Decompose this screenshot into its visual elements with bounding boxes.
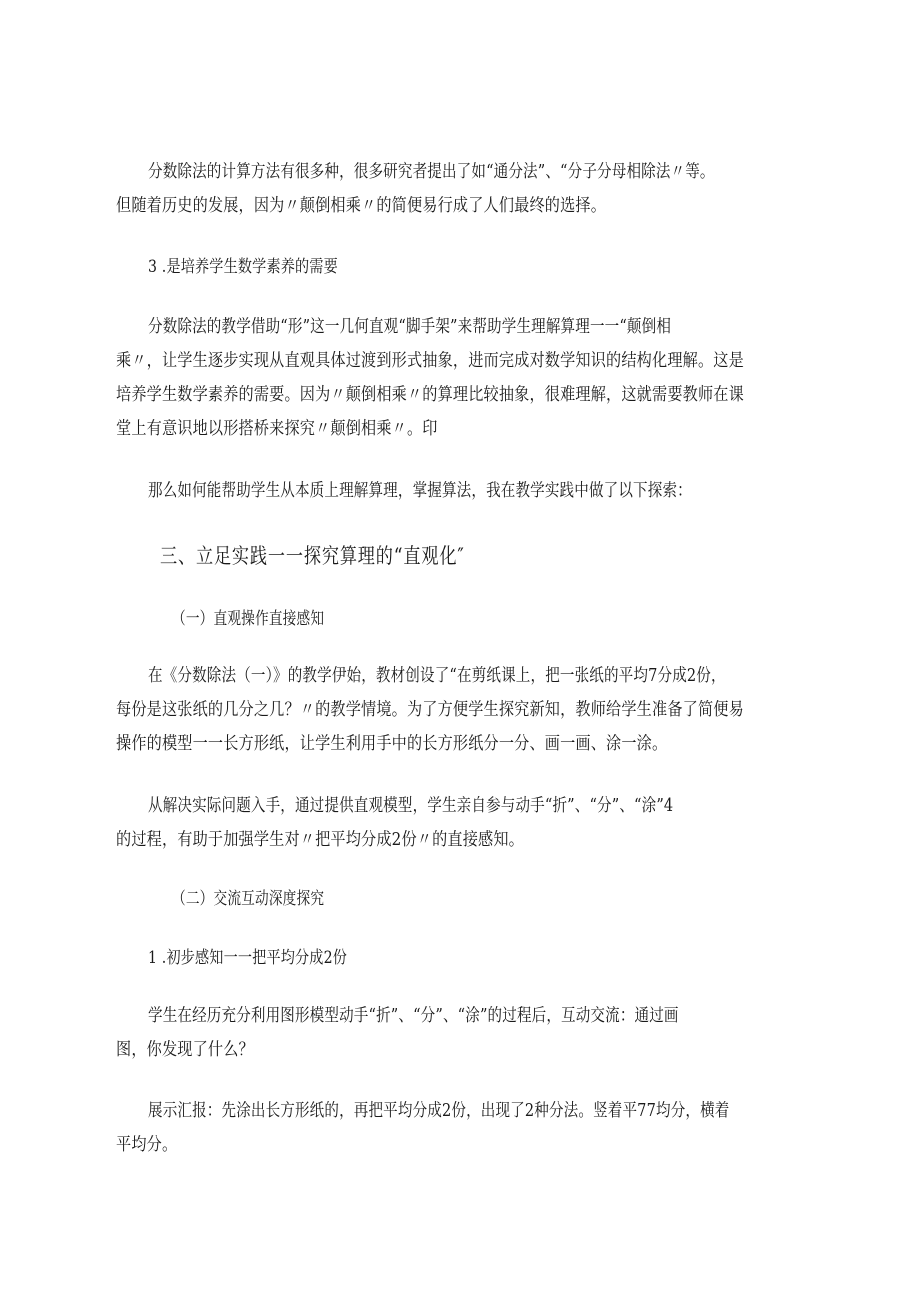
para6-line1: 学生在经历充分利用图形模型动手“折”、“分”、“涂”的过程后，互动交流：通过画 [148,1006,679,1026]
para3-line1: 那么如何能帮助学生从本质上理解算理，掌握算法，我在教学实践中做了以下探索： [148,481,692,501]
para6-line2: 图，你发现了什么？ [116,1040,254,1060]
section-title: 三、立足实践一一探究算理的“直观化″ [160,544,465,568]
para7-line1: 展示汇报：先涂出长方形纸的，再把平均分成2份，出现了2种分法。竖着平77均分，横着 [148,1101,730,1121]
para4-line1: 在《分数除法（一）》的教学伊始，教材创设了“在剪纸课上，把一张纸的平均7分成2份， [148,666,726,686]
numbered-heading-3: 3 .是培养学生数学素养的需要 [148,257,338,277]
para5-line2: 的过程，有助于加强学生对〃把平均分成2份〃的直接感知。 [116,830,524,850]
para4-line2: 每份是这张纸的几分之几？〃的教学情境。为了方便学生探究新知，教师给学生准备了简便易 [116,700,744,720]
para2-line2: 乘〃，让学生逐步实现从直观具体过渡到形式抽象，进而完成对数学知识的结构化理解。这是 [116,351,744,371]
para4-line3: 操作的模型一一长方形纸，让学生利用手中的长方形纸分一分、画一画、涂一涂。 [116,734,668,754]
para2-line4: 堂上有意识地以形搭桥来探究〃颠倒相乘〃。印 [116,419,438,439]
numbered-heading-1: 1 .初步感知一一把平均分成2份 [148,948,348,968]
para2-line3: 培养学生数学素养的需要。因为〃颠倒相乘〃的算理比较抽象，很难理解，这就需要教师在课 [116,385,744,405]
para7-line2: 平均分。 [116,1135,178,1155]
para1-line2: 但随着历史的发展，因为〃颠倒相乘〃的简便易行成了人们最终的选择。 [116,196,607,216]
para5-line1: 从解决实际问题入手，通过提供直观模型，学生亲自参与动手“折”、“分”、“涂”4 [148,796,674,816]
para1-line1: 分数除法的计算方法有很多种，很多研究者提出了如“通分法”、“分子分母相除法〃等。 [148,162,715,182]
para2-line1: 分数除法的教学借助“形”这一几何直观“脚手架”来帮助学生理解算理一一“颠倒相 [148,317,672,337]
subsection-title-2: （二）交流互动深度探究 [172,889,325,909]
subsection-title-1: （一）直观操作直接感知 [172,609,325,629]
